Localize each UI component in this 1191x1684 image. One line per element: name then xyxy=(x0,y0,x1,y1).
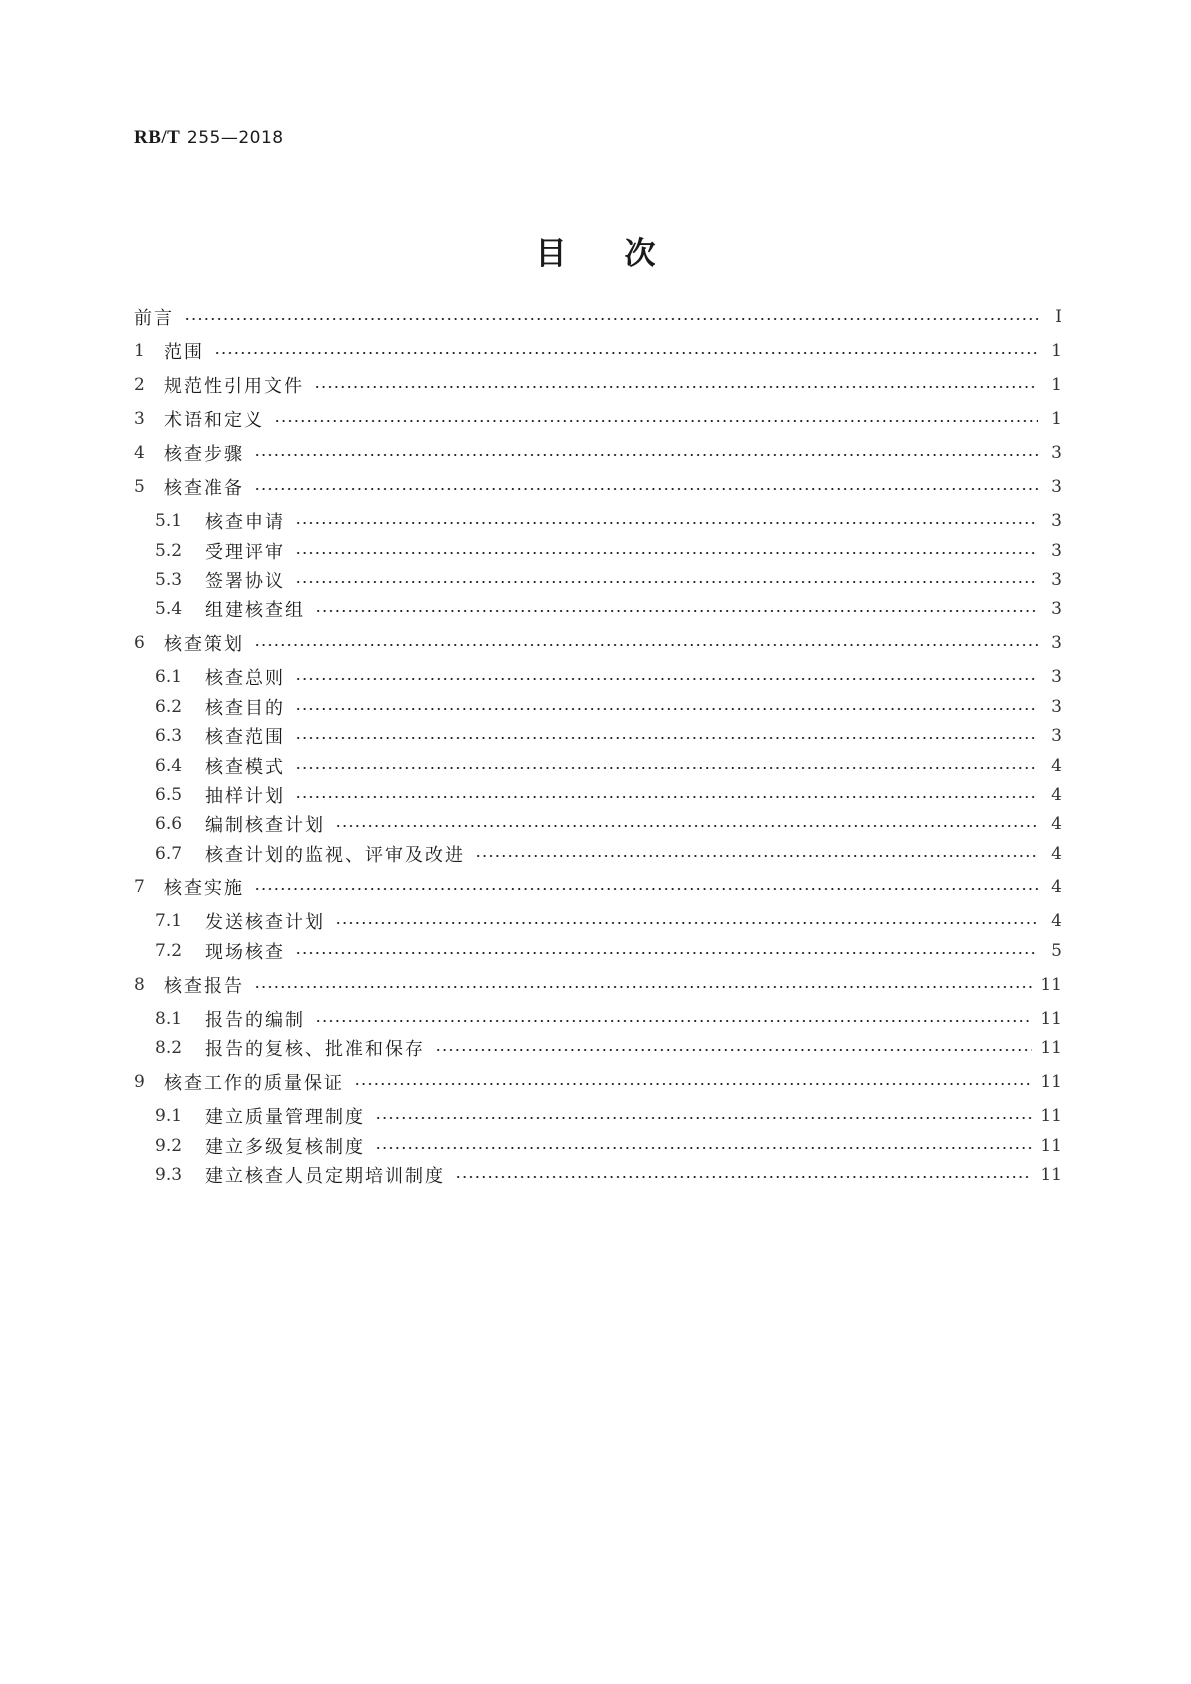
toc-entry-label: 现场核查 xyxy=(205,942,285,963)
toc-entry-label: 核查目的 xyxy=(205,698,285,719)
toc-entry-number: 6 xyxy=(134,633,145,653)
toc-entry[interactable] xyxy=(155,1005,1062,1033)
toc-entry-number: 6.2 xyxy=(155,697,183,717)
toc-entry-number: 1 xyxy=(134,341,145,361)
toc-entry-number: 9 xyxy=(134,1072,145,1092)
toc-entry[interactable] xyxy=(155,595,1062,623)
toc-entry-number: 3 xyxy=(134,409,145,429)
toc-dot-leader xyxy=(254,454,1038,456)
toc-entry-page: 11 xyxy=(1040,975,1062,995)
toc-dot-leader xyxy=(295,952,1038,954)
toc-entry[interactable] xyxy=(155,907,1062,935)
toc-entry-number: 9.2 xyxy=(155,1136,183,1156)
toc-entry-label: 核查计划的监视、评审及改进 xyxy=(205,845,465,866)
toc-entry-number: 6.3 xyxy=(155,726,183,746)
toc-dot-leader xyxy=(315,610,1038,612)
toc-entry-label: 核查总则 xyxy=(205,668,285,689)
toc-entry-label: 核查工作的质量保证 xyxy=(164,1073,344,1094)
toc-dot-leader xyxy=(354,1083,1032,1085)
toc-dot-leader xyxy=(295,767,1038,769)
toc-entry[interactable] xyxy=(155,566,1062,594)
toc-entry-number: 8.1 xyxy=(155,1009,183,1029)
toc-entry-label: 建立多级复核制度 xyxy=(205,1137,365,1158)
toc-entry-label: 建立核查人员定期培训制度 xyxy=(205,1166,445,1187)
toc-entry-page: 4 xyxy=(1051,844,1062,864)
toc-entry[interactable] xyxy=(155,663,1062,691)
toc-entry-label: 编制核查计划 xyxy=(205,815,325,836)
toc-entry-number: 7.1 xyxy=(155,911,183,931)
toc-entry-label: 建立质量管理制度 xyxy=(205,1107,365,1128)
toc-entry[interactable] xyxy=(155,840,1062,868)
toc-entry-number: 8 xyxy=(134,975,145,995)
toc-entry-page: 3 xyxy=(1051,443,1062,463)
toc-entry-page: 11 xyxy=(1040,1106,1062,1126)
toc-dot-leader xyxy=(295,581,1038,583)
toc-entry[interactable] xyxy=(134,405,1062,433)
toc-entry-number: 6.1 xyxy=(155,667,183,687)
toc-entry-label: 抽样计划 xyxy=(205,786,285,807)
toc-entry-page: 4 xyxy=(1051,911,1062,931)
toc-entry-number: 6.5 xyxy=(155,785,183,805)
toc-entry-label: 报告的复核、批准和保存 xyxy=(205,1039,425,1060)
toc-entry-page: 4 xyxy=(1051,877,1062,897)
toc-entry-page: 11 xyxy=(1040,1136,1062,1156)
toc-entry-page: 11 xyxy=(1040,1072,1062,1092)
toc-dot-leader xyxy=(335,825,1038,827)
toc-entry[interactable] xyxy=(155,1132,1062,1160)
toc-entry-page: 3 xyxy=(1051,511,1062,531)
toc-dot-leader xyxy=(375,1117,1032,1119)
toc-entry[interactable] xyxy=(134,337,1062,365)
toc-entry-label: 报告的编制 xyxy=(205,1010,305,1031)
toc-entry-page: 3 xyxy=(1051,667,1062,687)
document-code-number: 255—2018 xyxy=(186,128,284,148)
toc-dot-leader xyxy=(335,922,1038,924)
toc-entry[interactable] xyxy=(155,810,1062,838)
toc-entry-label: 发送核查计划 xyxy=(205,912,325,933)
toc-entry-page: 3 xyxy=(1051,570,1062,590)
toc-dot-leader xyxy=(214,352,1038,354)
toc-dot-leader xyxy=(254,986,1032,988)
toc-entry-page: 3 xyxy=(1051,541,1062,561)
toc-entry-label: 核查申请 xyxy=(205,512,285,533)
document-code-prefix: RB/T xyxy=(134,127,181,148)
toc-entry[interactable] xyxy=(155,1161,1062,1189)
toc-entry[interactable] xyxy=(155,507,1062,535)
toc-entry-number: 8.2 xyxy=(155,1038,183,1058)
toc-dot-leader xyxy=(295,796,1038,798)
toc-entry-label: 受理评审 xyxy=(205,542,285,563)
toc-title: 目次 xyxy=(535,236,714,272)
toc-dot-leader xyxy=(455,1176,1032,1178)
toc-entry-label: 核查范围 xyxy=(205,727,285,748)
toc-entry-label: 术语和定义 xyxy=(164,410,264,431)
toc-entry[interactable] xyxy=(155,937,1062,965)
toc-entry-page: 5 xyxy=(1051,941,1062,961)
toc-entry[interactable] xyxy=(134,1068,1062,1096)
toc-entry-label: 核查步骤 xyxy=(164,444,244,465)
toc-entry-number: 9.1 xyxy=(155,1106,183,1126)
toc-entry-label: 范围 xyxy=(164,342,204,363)
toc-dot-leader xyxy=(254,644,1038,646)
toc-entry-page: 11 xyxy=(1040,1165,1062,1185)
toc-entry-number: 2 xyxy=(134,375,145,395)
toc-entry-page: 11 xyxy=(1040,1038,1062,1058)
toc-entry-label: 核查报告 xyxy=(164,976,244,997)
toc-dot-leader xyxy=(435,1049,1032,1051)
toc-entry-page: 3 xyxy=(1051,599,1062,619)
toc-dot-leader xyxy=(295,737,1038,739)
toc-entry-page: 3 xyxy=(1051,726,1062,746)
toc-entry-label: 核查模式 xyxy=(205,757,285,778)
toc-entry-label: 前言 xyxy=(134,308,174,329)
toc-entry-page: 11 xyxy=(1040,1009,1062,1029)
toc-entry-label: 核查准备 xyxy=(164,478,244,499)
toc-entry-page: 3 xyxy=(1051,697,1062,717)
toc-entry[interactable] xyxy=(134,303,1062,331)
toc-entry-number: 9.3 xyxy=(155,1165,183,1185)
toc-entry-number: 6.6 xyxy=(155,814,183,834)
toc-entry-label: 规范性引用文件 xyxy=(164,376,304,397)
toc-dot-leader xyxy=(274,420,1038,422)
toc-entry[interactable] xyxy=(155,722,1062,750)
toc-entry-number: 5.4 xyxy=(155,599,183,619)
toc-entry-page: 1 xyxy=(1051,375,1062,395)
toc-entry[interactable] xyxy=(155,537,1062,565)
toc-entry-label: 核查实施 xyxy=(164,878,244,899)
toc-dot-leader xyxy=(295,678,1038,680)
toc-dot-leader xyxy=(184,318,1038,320)
toc-entry-page: 3 xyxy=(1051,633,1062,653)
toc-dot-leader xyxy=(295,552,1038,554)
toc-dot-leader xyxy=(254,488,1038,490)
toc-entry[interactable] xyxy=(155,1034,1062,1062)
toc-entry-number: 6.4 xyxy=(155,756,183,776)
toc-entry-page: 4 xyxy=(1051,785,1062,805)
toc-dot-leader xyxy=(375,1147,1032,1149)
toc-entry[interactable] xyxy=(134,629,1062,657)
toc-dot-leader xyxy=(295,708,1038,710)
toc-entry-page: 1 xyxy=(1051,341,1062,361)
toc-entry-page: 4 xyxy=(1051,814,1062,834)
toc-entry[interactable] xyxy=(155,781,1062,809)
toc-entry-page: Ⅰ xyxy=(1055,307,1062,327)
toc-entry[interactable] xyxy=(155,1102,1062,1130)
toc-dot-leader xyxy=(475,855,1038,857)
toc-entry[interactable] xyxy=(134,473,1062,501)
toc-entry-number: 7.2 xyxy=(155,941,183,961)
toc-entry-page: 3 xyxy=(1051,477,1062,497)
toc-dot-leader xyxy=(295,522,1038,524)
toc-entry[interactable] xyxy=(155,693,1062,721)
toc-entry-label: 核查策划 xyxy=(164,634,244,655)
toc-entry[interactable] xyxy=(134,971,1062,999)
toc-entry-page: 1 xyxy=(1051,409,1062,429)
toc-entry-number: 5 xyxy=(134,477,145,497)
toc-entry[interactable] xyxy=(134,873,1062,901)
toc-entry-page: 4 xyxy=(1051,756,1062,776)
toc-entry-number: 6.7 xyxy=(155,844,183,864)
toc-dot-leader xyxy=(314,386,1038,388)
toc-entry-number: 5.3 xyxy=(155,570,183,590)
toc-entry[interactable] xyxy=(134,439,1062,467)
toc-entry[interactable] xyxy=(155,752,1062,780)
toc-entry-label: 组建核查组 xyxy=(205,600,305,621)
toc-dot-leader xyxy=(315,1020,1032,1022)
toc-entry-label: 签署协议 xyxy=(205,571,285,592)
toc-entry-number: 5.1 xyxy=(155,511,183,531)
toc-entry[interactable] xyxy=(134,371,1062,399)
toc-entry-number: 4 xyxy=(134,443,145,463)
toc-entry-number: 5.2 xyxy=(155,541,183,561)
toc-dot-leader xyxy=(254,888,1038,890)
toc-entry-number: 7 xyxy=(134,877,145,897)
